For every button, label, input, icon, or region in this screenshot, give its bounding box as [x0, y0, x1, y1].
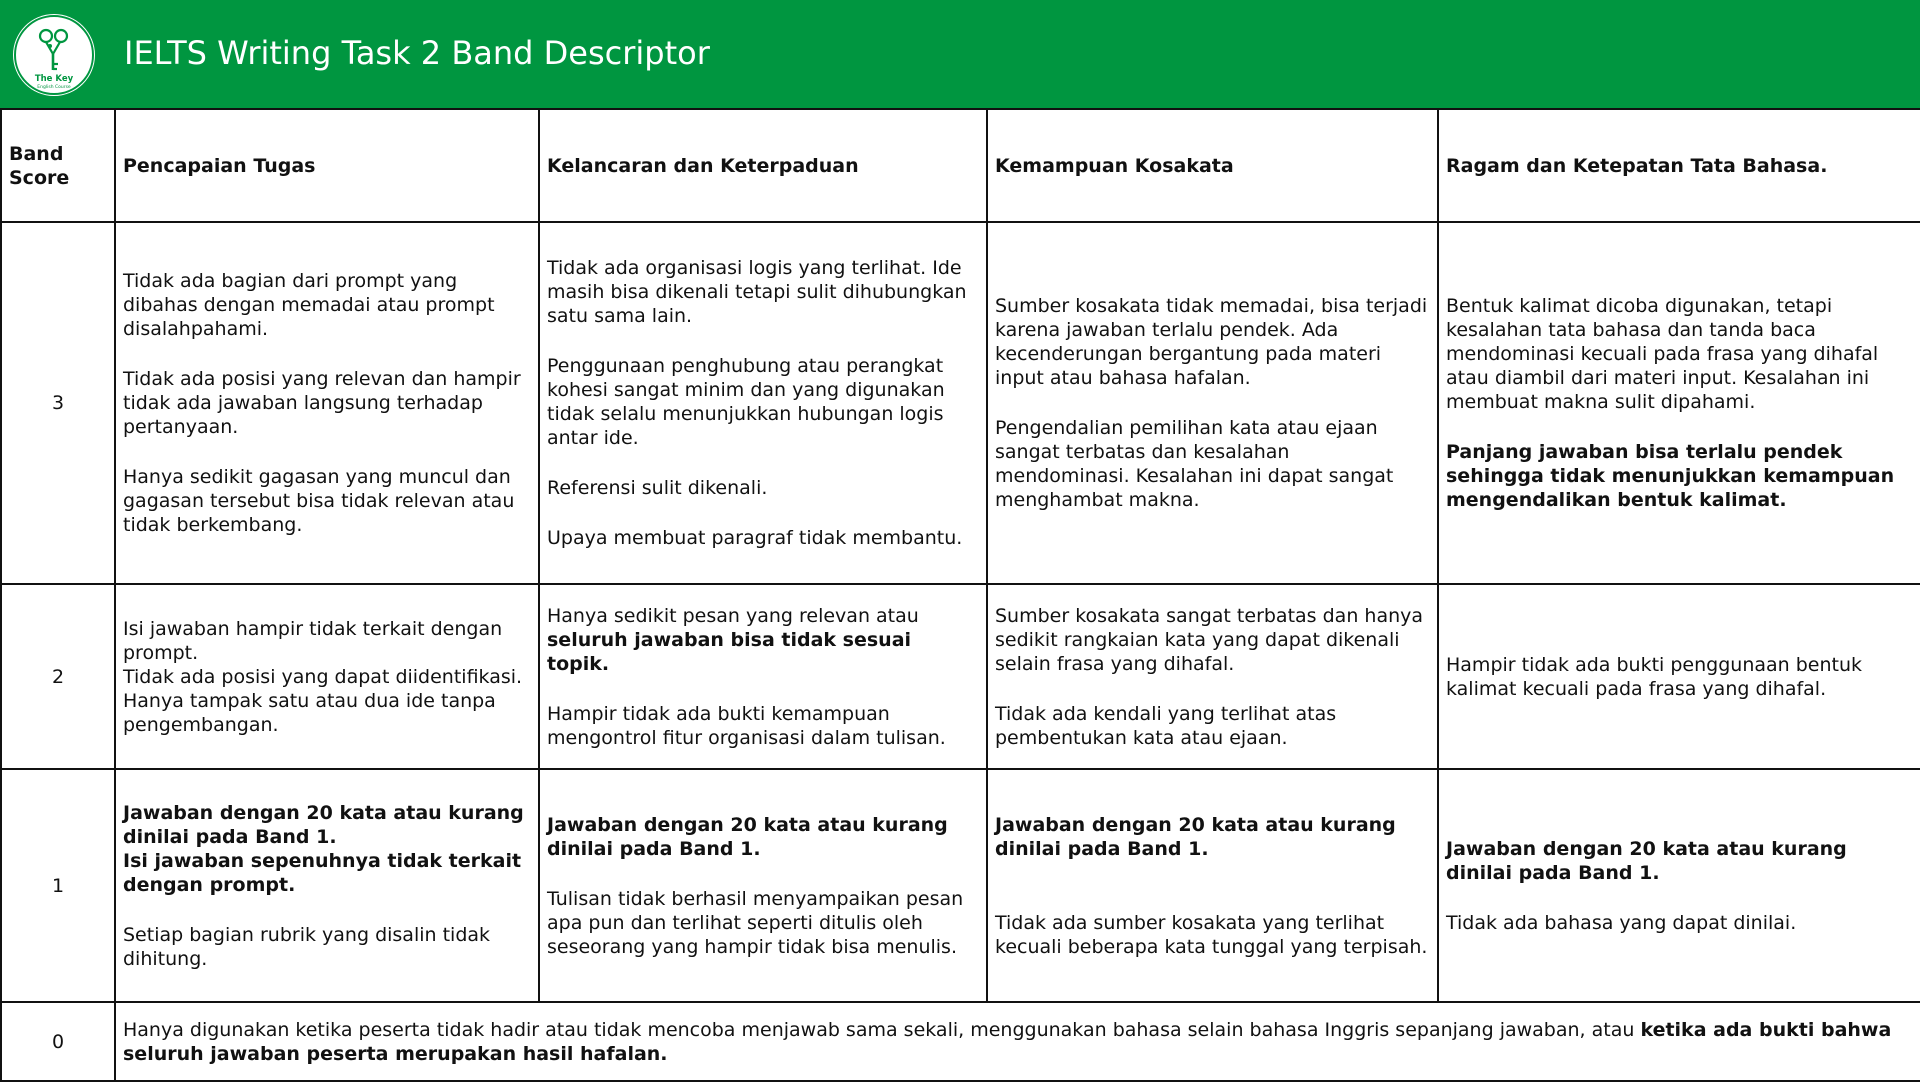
band-score: 3 [1, 222, 115, 584]
coherence-cell: Jawaban dengan 20 kata atau kurang dinilai pada Band 1. Tulisan tidak berhasil menyampaikan pesan apa pun dan terlihat seperti ditulis oleh seseorang yang hampir tidak bisa menulis. [539, 769, 987, 1002]
coherence-cell: Tidak ada organisasi logis yang terlihat. Ide masih bisa dikenali tetapi sulit dihubungkan satu sama lain. Penggunaan penghubung atau perangkat kohesi sangat minim dan yang digunakan tidak selalu menunjukkan hubungan logis antar ide. Referensi sulit dikenali. Upaya membuat paragraf tidak membantu. [539, 222, 987, 584]
lexical-cell: Sumber kosakata sangat terbatas dan hanya sedikit rangkaian kata yang dapat dikenali selain frasa yang dihafal. Tidak ada kendali yang terlihat atas pembentukan kata atau ejaan. [987, 584, 1438, 769]
header-task-achievement: Pencapaian Tugas [115, 109, 539, 222]
page-header [0, 0, 1920, 108]
header-band-score: Band Score [1, 109, 115, 222]
band-descriptor-table [0, 108, 1920, 1082]
task-cell: Isi jawaban hampir tidak terkait dengan prompt. Tidak ada posisi yang dapat diidentifikasi. Hanya tampak satu atau dua ide tanpa pengembangan. [115, 584, 539, 769]
table-row [1, 222, 1920, 584]
grammar-cell: Bentuk kalimat dicoba digunakan, tetapi kesalahan tata bahasa dan tanda baca mendominasi kecuali pada frasa yang dihafal atau diambil dari materi input. Kesalahan ini membuat makna sulit dipahami. Panjang jawaban bisa terlalu pendek sehingga tidak menunjukkan kemampuan mengendalikan bentuk kalimat. [1438, 222, 1920, 584]
header-lexical-resource: Kemampuan Kosakata [987, 109, 1438, 222]
logo-name: The Key [34, 74, 74, 84]
table-row [1, 1002, 1920, 1081]
page-title: IELTS Writing Task 2 Band Descriptor [124, 34, 710, 72]
table-row [1, 769, 1920, 1002]
header-coherence-cohesion: Kelancaran dan Keterpaduan [539, 109, 987, 222]
lexical-cell: Jawaban dengan 20 kata atau kurang dinilai pada Band 1. Tidak ada sumber kosakata yang terlihat kecuali beberapa kata tunggal yang terpisah. [987, 769, 1438, 1002]
logo-subtitle: English Course [37, 85, 71, 90]
the-key-logo [13, 14, 95, 96]
coherence-cell: Hanya sedikit pesan yang relevan atau seluruh jawaban bisa tidak sesuai topik. Hampir tidak ada bukti kemampuan mengontrol fitur organisasi dalam tulisan. [539, 584, 987, 769]
band-score: 0 [1, 1002, 115, 1081]
grammar-cell: Hampir tidak ada bukti penggunaan bentuk kalimat kecuali pada frasa yang dihafal. [1438, 584, 1920, 769]
task-cell: Tidak ada bagian dari prompt yang dibahas dengan memadai atau prompt disalahpahami. Tidak ada posisi yang relevan dan hampir tidak ada jawaban langsung terhadap pertanyaan. Hanya sedikit gagasan yang muncul dan gagasan tersebut bisa tidak relevan atau tidak berkembang. [115, 222, 539, 584]
header-grammar: Ragam dan Ketepatan Tata Bahasa. [1438, 109, 1920, 222]
grammar-cell: Jawaban dengan 20 kata atau kurang dinilai pada Band 1. Tidak ada bahasa yang dapat dinilai. [1438, 769, 1920, 1002]
table-header-row [1, 109, 1920, 222]
task-cell: Jawaban dengan 20 kata atau kurang dinilai pada Band 1. Isi jawaban sepenuhnya tidak terkait dengan prompt. Setiap bagian rubrik yang disalin tidak dihitung. [115, 769, 539, 1002]
band-score: 1 [1, 769, 115, 1002]
table-row [1, 584, 1920, 769]
band0-description: Hanya digunakan ketika peserta tidak hadir atau tidak mencoba menjawab sama sekali, menggunakan bahasa selain bahasa Inggris sepanjang jawaban, atau ketika ada bukti bahwa seluruh jawaban peserta merupakan hasil hafalan. [115, 1002, 1920, 1081]
lexical-cell: Sumber kosakata tidak memadai, bisa terjadi karena jawaban terlalu pendek. Ada kecenderungan bergantung pada materi input atau bahasa hafalan. Pengendalian pemilihan kata atau ejaan sangat terbatas dan kesalahan mendominasi. Kesalahan ini dapat sangat menghambat makna. [987, 222, 1438, 584]
key-icon [13, 14, 95, 96]
band-score: 2 [1, 584, 115, 769]
